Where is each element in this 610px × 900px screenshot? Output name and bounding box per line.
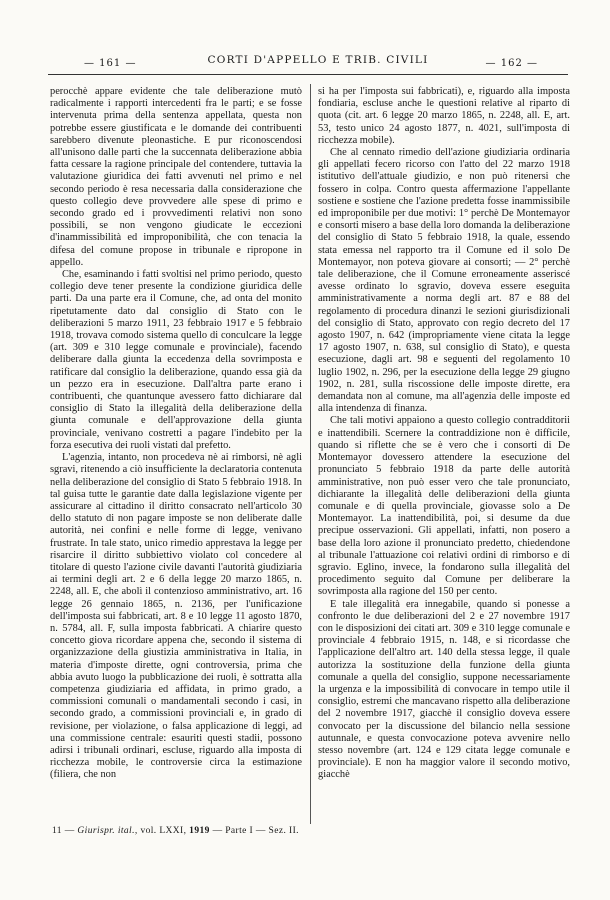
paragraph: perocchè appare evidente che tale deliberazione mutò radicalmente i rapporti intercedenti fra le parti; e se fosse intervenuta prima della sentenza appellata, questa non potrebbe essere giustificata e le domande dei contribuenti sarebbero divenute pleonastiche. E pur riconoscendosi all'unisono dalle parti che la succennata deliberazione abbia fatta cessare la ragione principale del contendere, tuttavia la valutazione giuridica dei fatti avvenuti nel primo e nel secondo periodo è resa necessaria dalla considerazione che questo collegio deve provvedere alle spese di primo e secondo grado ed i provvedimenti relativi non sono possibili, se non vengono giudicate le eccezioni d'inammissibilità ed improponibilità, che con tenacia la difesa del comune propose in tribunale e ripropone in appello. — [50, 86, 302, 268]
page-number-right: — 162 — — [485, 58, 538, 69]
paragraph: Che al cennato rimedio dell'azione giudiziaria ordinaria gli appellati fecero ricorso con l'atto del 22 marzo 1918 istitutivo dell'attuale giudizio, e non può ritenersi che fossero in colpa. Contro questa affermazione l'appellante sostiene e sostiene che l'azione predetta fosse inammissibile ed improponibile per due motivi: 1° perchè De Montemayor e consorti misero a base della loro domanda la deliberazione del consiglio di Stato 5 febbraio 1918, la quale, essendo stata emessa nel rapporto tra il Comune ed il solo De Montemayor, non poteva giovare ai consorti; — 2° perchè tale deliberazione, che il Comune erroneamente asseriscé avesse ordinato lo sgravio, doveva essere eseguita amministrativamente a norma degli art. 87 e 88 del regolamento di procedura dinanzi le sezioni giurisdizionali del consiglio di Stato, approvato con regio decreto del 17 agosto 1907, n. 642 (impropriamente viene citata la legge 17 agosto 1907, n. 638, sul consiglio di Stato), e questa esecuzione, dagli art. 98 e seguenti del regolamento 10 luglio 1902, n. 296, per la esecuzione della legge 29 giugno 1902, n. 281, sulla riscossione delle imposte dirette, era demandata non al comune, ma all'agenzia delle imposte ed alla intendenza di finanza. — [318, 147, 570, 415]
column-separator — [310, 84, 311, 824]
page-number-left: — 161 — — [84, 58, 137, 69]
paragraph: Che tali motivi appaiono a questo collegio contradditorii e inattendibili. Scernere la contraddizione non è difficile, quando si riflette che se è vero che i consorti di De Montemayor dovessero attendere la esecuzione del pronunciato 5 febbraio 1918 da parte delle autorità amministrative, non può esser vero che tale pronunciato, dichiarante la illegalità delle deliberazioni della giunta comunale e di quella provinciale, giovasse solo a De Montemayor. La inattendibilità, poi, si desume da due precipue osservazioni. Gli appellati, infatti, non posero a base della loro azione il pronunciato predetto, chiedendone al tribunale l'attuazione coi relativi ordini di rimborso e di sgravio. Eglino, invece, la fondarono sulla illegalità del procedimento seguito dal Comune per deliberare la sovrimposta alla ragione del 150 per cento. — [318, 415, 570, 598]
paragraph: L'agenzia, intanto, non procedeva nè ai rimborsi, nè agli sgravi, ritenendo a ciò insufficiente la declaratoria contenuta nella deliberazione del consiglio di Stato 5 febbraio 1918. In tal guisa tutte le garantie date dalla legislazione vigente per assicurare al cittadino il diritto consacrato nell'articolo 30 dello statuto di non pagare imposte se non deliberate dalle autorità, nei confini e nelle forme di legge, venivano frustrate. In tale stato, unico rimedio apprestava la legge per risarcire il diritto subbiettivo violato col concedere al titolare di questo l'azione civile davanti l'autorità giudiziaria ai termini degli art. 2 e 6 della legge 20 marzo 1865, n. 2248, all. E, che abolì il contenzioso amministrativo, art. 16 legge 26 gennaio 1865, n. 2136, per l'unificazione dell'imposta sui fabbricati, art. 8 e 10 legge 11 agosto 1870, n. 5784, all. F, sulla imposta fabbricati. A chiarire questo concetto giova ricordare appena che, secondo il sistema di organizzazione della giustizia amministrativa in Italia, in materia d'imposte dirette, ogni controversia, prima che abbia avuto luogo la pubblicazione dei ruoli, è sottratta alla competenza giudiziaria ed affidata, in primo grado, a commissioni comunali o mandamentali secondo i casi, in secondo grado, a commissioni provinciali e, in grado di revisione, per violazione, o falsa applicazione di leggi, ad una commissione centrale: esauriti questi stadii, possono adirsi i tribunali ordinari, escluse, riguardo alla imposta di ricchezza mobile, le controversie circa la estimazione (filiera, che non — [50, 452, 302, 781]
footer-journal: Giurispr. ital., — [77, 826, 138, 836]
footer-sheet-number: 11 — — [52, 826, 75, 836]
footer-year: 1919 — [189, 826, 210, 836]
left-column — [50, 86, 302, 826]
footer-part: — Parte I — Sez. II. — [212, 826, 299, 836]
running-header — [48, 40, 568, 80]
paragraph: E tale illegalità era innegabile, quando si ponesse a confronto le due deliberazioni del 2 e 27 novembre 1917 con le disposizioni dei citati art. 309 e 310 legge comunale e provinciale 4 febbraio 1915, n. 148, e si ricordasse che l'applicazione dell'altro art. 140 della stessa legge, il quale autorizza la sostituzione della funzione della giunta comunale a quella del consiglio, suppone necessariamente la urgenza e la impossibilità di convocare in tempo utile il consiglio, estremi che mancavano rispetto alla deliberazione del 2 novembre 1917, giacchè il consiglio doveva essere convocato per la discussione del bilancio nella sessione autunnale, e questa convocazione poteva avvenire nello stesso novembre (art. 124 e 129 citata legge comunale e provinciale). E non ha maggior valore il secondo motivo, giacchè — [318, 598, 570, 781]
right-column — [318, 86, 570, 826]
page-footer — [52, 826, 572, 836]
running-title: CORTI D'APPELLO E TRIB. CIVILI — [207, 54, 429, 66]
footer-volume: vol. LXXI, — [140, 826, 187, 836]
paragraph: Che, esaminando i fatti svoltisi nel primo periodo, questo collegio deve tener presente la condizione giuridica delle parti. Da una parte era il Comune, che, ad onta del monito ripetutamente dato dal consiglio di Stato con le deliberazioni 5 marzo 1911, 23 febbraio 1917 e 5 febbraio 1918, trovava comodo sistema quello di conculcare la legge (art. 309 e 310 legge comunale e provinciale), facendo deliberare dalla giunta la eccedenza della sovrimposta e ratificare dal consiglio la deliberazione, quando essa già da un pezzo era in esecuzione. Dall'altra parte erano i contribuenti, che quantunque avessero fatto dichiarare dal consiglio di Stato la illegalità della deliberazione della giunta comunale e dell'approvazione della giunta provinciale, venivano costretti a pagare l'indebito per la forza esecutiva dei ruoli vistati dal prefetto. — [50, 269, 302, 451]
paragraph: si ha per l'imposta sui fabbricati), e, riguardo alla imposta fondiaria, escluse anche le questioni relative al riparto di quota (cit. art. 6 legge 20 marzo 1865, n. 2248, all. E, art. 53, testo unico 24 agosto 1877, n. 4021, sull'imposta di ricchezza mobile). — [318, 86, 570, 146]
header-rule — [48, 74, 568, 75]
